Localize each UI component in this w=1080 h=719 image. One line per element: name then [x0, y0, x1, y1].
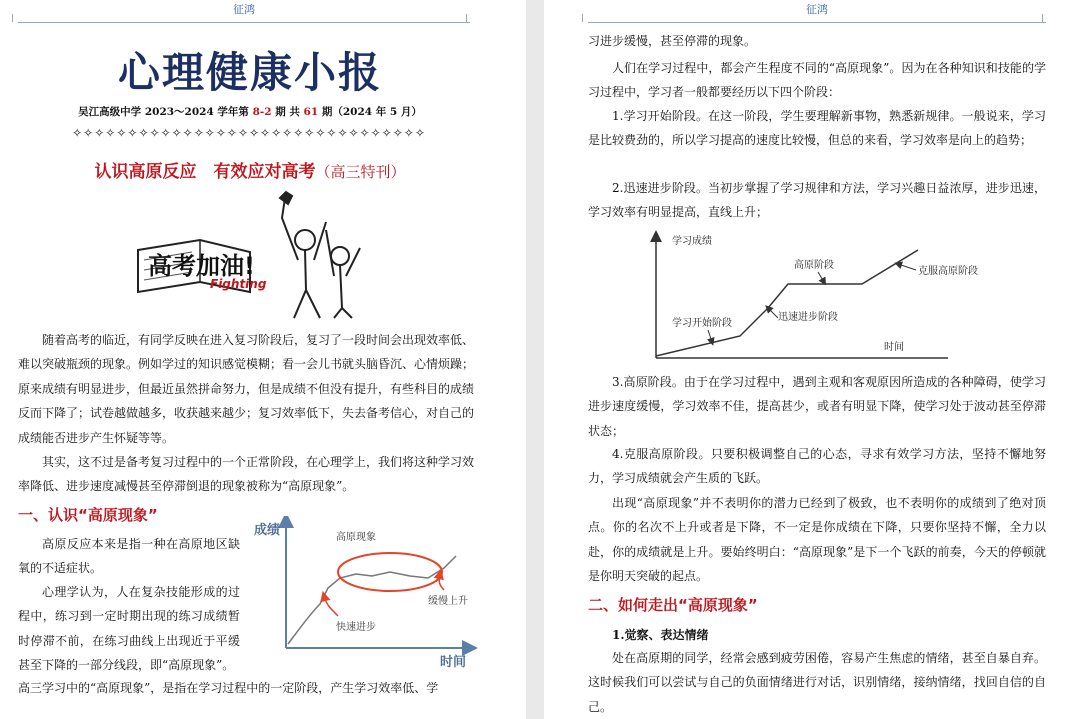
chart-xlabel: 时间	[440, 655, 467, 670]
chart-ylabel: 成绩	[254, 523, 281, 538]
stage-2-text: 2.迅速进步阶段。当初步掌握了学习规律和方法，学习兴趣日益浓厚，进步迅速，学习效率有明显提高，直线上升；	[588, 181, 1046, 220]
stages-ylabel: 学习成绩	[672, 236, 712, 247]
issue-line	[40, 104, 460, 119]
s1-paragraph-3: 高三学习中的“高原现象”，是指在学习过程中的一定阶段，产生学习效率低、学	[18, 681, 439, 695]
masthead-title: 心理健康小报	[117, 48, 382, 97]
plateau-chart	[248, 516, 478, 670]
subsection-1-text: 处在高原期的同学，经常会感到疲劳困倦，容易产生焦虑的情绪，甚至自暴自弃。这时候我们可以尝试与自己的负面情绪进行对话，识别情绪，接纳情绪，找回自信的自己。	[588, 651, 1046, 714]
plateau-paragraph: 出现“高原现象”并不表明你的潜力已经到了极致，也不表明你的成绩到了绝对顶点。你的名次不上升或者是下降，不一定是你成绩在下降，只要你坚持不懈，全力以赴，你的成绩就是上升。要始终明白：“高原现象”是下一个飞跃的前奏，今天的停顿就是你明天突破的起点。	[588, 496, 1046, 584]
stage-rapid-label: 迅速进步阶段	[778, 312, 838, 323]
issue-total: 61	[303, 106, 319, 118]
right-page	[544, 0, 1080, 719]
learning-stages-chart	[648, 228, 1028, 368]
issue-subtitle	[40, 157, 460, 182]
issue-suffix: 期（2024 年 5 月）	[321, 106, 422, 118]
header-label: 征鸿	[233, 3, 255, 16]
stage-overcome-label: 克服高原阶段	[918, 266, 978, 277]
section1-title: 一、认识“高原现象”	[18, 506, 158, 524]
s1-paragraph-2: 心理学认为，人在复杂技能形成的过程中，练习到一定时期出现的练习成绩暂时停滞不前，在练习曲线上出现近于平缓甚至下降的一部分线段，即“高原现象”。	[18, 585, 240, 673]
cheer-text: 高考加油!	[148, 252, 255, 280]
corner-mark	[12, 14, 19, 22]
section2-title: 二、如何走出“高原现象”	[588, 596, 758, 614]
continued-text: 习进步缓慢，甚至停滞的现象。	[588, 34, 757, 48]
stages-xlabel: 时间	[884, 342, 904, 353]
stages-curve	[656, 250, 918, 356]
s1-paragraph-1: 高原反应本来是指一种在高原地区缺氧的不适症状。	[18, 537, 240, 576]
fast-progress-label: 快速进步	[336, 622, 376, 633]
stage-4-text: 4.克服高原阶段。只要积极调整自己的心态，寻求有效学习方法，坚持不懈地努力，学习成绩就会产生质的飞跃。	[588, 447, 1046, 486]
header-label: 征鸿	[806, 3, 828, 16]
page-header-left	[18, 0, 470, 23]
intro-paragraph: 随着高考的临近，有同学反映在进入复习阶段后，复习了一段时间会出现效率低、难以突破瓶颈的现象。例如学过的知识感觉模糊；看一会儿书就头脑昏沉、心情烦躁；原来成绩有明显进步，但最近虽然拼命努力，但是成绩不但没有提升，有些科目的成绩反而下降了；试卷越做越多，收获越来越少；复习效率低下，失去备考信心，对自己的成绩能否进步产生怀疑等等。	[18, 333, 475, 445]
subtitle-special: （高三特刊）	[315, 163, 406, 181]
subsection-1-title: 1.觉察、表达情绪	[612, 628, 709, 642]
exam-cheer-illustration	[130, 190, 370, 320]
student-figure-icon	[280, 192, 360, 318]
corner-mark	[466, 14, 473, 22]
second-paragraph: 其实，这不过是备考复习过程中的一个正常阶段，在心理学上，我们将这种学习效率降低、进步速度减慢甚至停滞倒退的现象被称为“高原现象”。	[18, 455, 475, 494]
issue-term: 8-2	[252, 106, 272, 118]
slow-rise-label: 缓慢上升	[428, 596, 468, 607]
issue-middle: 期 共	[275, 106, 300, 118]
issue-prefix: 吴江高级中学 2023～2024 学年第	[78, 106, 249, 118]
fighting-text: Fighting	[210, 277, 267, 291]
subtitle-main: 认识高原反应 有效应对高考	[94, 162, 316, 182]
stage-start-label: 学习开始阶段	[672, 318, 732, 329]
page-header-right	[588, 0, 1046, 23]
left-page	[0, 0, 526, 719]
stage-3-text: 3.高原阶段。由于在学习过程中，遇到主观和客观原因所造成的各种障碍，使学习进步速度缓慢，学习效率不佳，提高甚少，或者有明显下降，使学习处于波动甚至停滞状态；	[588, 375, 1046, 438]
stage-1-text: 1.学习开始阶段。在这一阶段，学生要理解新事物，熟悉新规律。一般说来，学习是比较费劲的，所以学习提高的速度比较慢，但总的来看，学习效率是向上的趋势；	[588, 109, 1046, 148]
corner-mark	[582, 14, 589, 22]
stages-intro: 人们在学习过程中，都会产生程度不同的“高原现象”。因为在各种知识和技能的学习过程中，学习者一般都要经历以下四个阶段：	[588, 61, 1046, 100]
corner-mark	[1042, 14, 1049, 22]
plateau-label: 高原现象	[336, 532, 376, 543]
star-divider: ✧✧✧✧✧✧✧✧✧✧✧✧✧✧✧✧✧✧✧✧✧✧✧✧✧✧✧✧✧✧✧✧	[72, 126, 426, 140]
stage-plateau-label: 高原阶段	[794, 260, 834, 271]
